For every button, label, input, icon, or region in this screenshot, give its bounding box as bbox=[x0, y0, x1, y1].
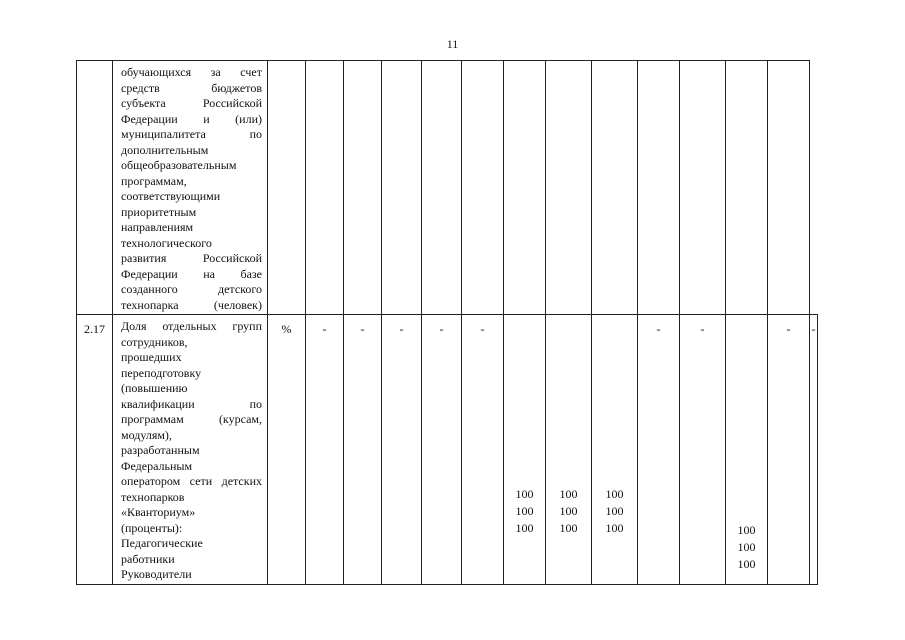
value: 100 bbox=[559, 504, 578, 518]
text-line: средств бюджетов bbox=[121, 80, 262, 95]
value: 100 bbox=[515, 504, 534, 518]
dash-cell: - bbox=[638, 315, 680, 585]
text-line: работники bbox=[121, 551, 175, 566]
value: 100 bbox=[515, 487, 534, 501]
dash-cell: - bbox=[306, 315, 344, 585]
row-number: 2.17 bbox=[77, 315, 113, 585]
dash-cell: - bbox=[422, 315, 462, 585]
empty-cell bbox=[504, 61, 546, 315]
value: 100 bbox=[605, 487, 624, 501]
text-line: созданного детского bbox=[121, 282, 262, 296]
empty-cell bbox=[726, 61, 768, 315]
empty-cell bbox=[462, 61, 504, 315]
unit-cell: % bbox=[268, 315, 306, 585]
dash-cell: - bbox=[768, 315, 810, 585]
dash-cell: - bbox=[462, 315, 504, 585]
dash-cell: - bbox=[382, 315, 422, 585]
empty-cell bbox=[306, 61, 344, 315]
text-line: соответствующими bbox=[121, 189, 221, 203]
value-cell bbox=[504, 315, 546, 585]
text-line: оператором сети детских bbox=[121, 474, 262, 488]
value: 100 bbox=[559, 521, 578, 535]
empty-cell bbox=[382, 61, 422, 315]
text-line: Доля отдельных групп bbox=[121, 319, 262, 333]
indicator-text bbox=[121, 319, 262, 583]
value: 100 bbox=[737, 557, 756, 571]
text-line: развития Российской bbox=[121, 251, 262, 265]
empty-cell bbox=[638, 61, 680, 315]
empty-cell bbox=[768, 61, 810, 315]
text-line: прошедших bbox=[121, 350, 182, 364]
text-line: «Кванториум» bbox=[121, 505, 196, 519]
text-line: Федерации на базе bbox=[121, 266, 262, 281]
text-line: модулям), bbox=[121, 427, 172, 442]
text-line: технопарков bbox=[121, 489, 185, 504]
text-line: (проценты): bbox=[121, 520, 183, 535]
text-line: Руководители bbox=[121, 567, 192, 581]
empty-cell bbox=[268, 61, 306, 315]
empty-cell bbox=[546, 61, 592, 315]
dash-cell: - bbox=[810, 315, 818, 585]
text-line: технологического bbox=[121, 235, 212, 250]
value-cell bbox=[592, 315, 638, 585]
text-line: переподготовку bbox=[121, 365, 202, 380]
indicator-description bbox=[113, 315, 268, 585]
table-row bbox=[77, 61, 818, 315]
value: 100 bbox=[605, 521, 624, 535]
indicator-text bbox=[121, 65, 262, 313]
text-line: Федеральным bbox=[121, 458, 193, 473]
text-line: направлениям bbox=[121, 220, 194, 234]
text-line: обучающихся за счет bbox=[121, 65, 262, 79]
text-line: Педагогические bbox=[121, 536, 203, 550]
text-line: сотрудников, bbox=[121, 334, 188, 349]
empty-cell bbox=[344, 61, 382, 315]
value: 100 bbox=[559, 487, 578, 501]
value-cell bbox=[546, 315, 592, 585]
value: 100 bbox=[737, 540, 756, 554]
text-line: общеобразовательным bbox=[121, 158, 237, 172]
text-line: муниципалитета по bbox=[121, 127, 262, 141]
empty-cell bbox=[592, 61, 638, 315]
text-line: (повышению bbox=[121, 381, 188, 395]
text-line: квалификации по bbox=[121, 396, 262, 411]
empty-cell bbox=[422, 61, 462, 315]
empty-cell bbox=[680, 61, 726, 315]
dash-cell: - bbox=[680, 315, 726, 585]
value: 100 bbox=[605, 504, 624, 518]
text-line: разработанным bbox=[121, 443, 200, 457]
text-line: Федерации и (или) bbox=[121, 111, 262, 126]
text-line: дополнительным bbox=[121, 142, 209, 157]
text-line: программам, bbox=[121, 173, 187, 188]
text-line: программам (курсам, bbox=[121, 412, 262, 426]
value-cell bbox=[726, 315, 768, 585]
text-line: приоритетным bbox=[121, 204, 197, 219]
dash-cell: - bbox=[344, 315, 382, 585]
text-line: технопарка (человек) bbox=[121, 297, 262, 312]
indicator-description bbox=[113, 61, 268, 315]
value: 100 bbox=[515, 521, 534, 535]
row-number-cell bbox=[77, 61, 113, 315]
table-row bbox=[77, 315, 818, 585]
page-number: 11 bbox=[446, 37, 459, 51]
text-line: субъекта Российской bbox=[121, 96, 262, 110]
indicator-table bbox=[76, 60, 818, 585]
value: 100 bbox=[737, 523, 756, 537]
